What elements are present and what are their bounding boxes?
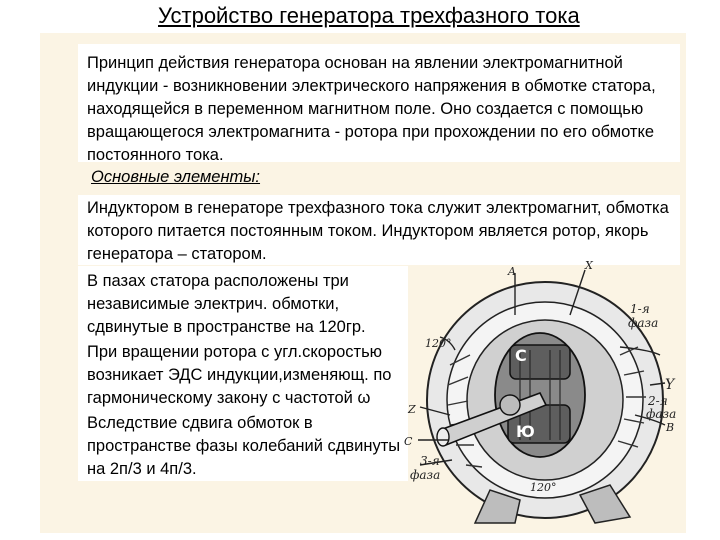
label-phase3-word: фаза [410,468,441,482]
label-b: В [666,421,675,434]
label-phase1-word: фаза [628,316,659,330]
label-angle-top: 120° [425,337,452,350]
label-a: A [508,265,516,278]
label-phase2-num: 2-я [648,394,668,408]
label-c: С [404,435,413,448]
principle-paragraph: Принцип действия генератора основан на явлении электромагнитной индукции - возникновении электрического напряжения в обмотке статора, находящейся в переменном магнитном поле. Оно создается с помощью вращающегося электромагнита - ротора при прохождении по его обмотке постоянного тока. [87,54,656,164]
windings-paragraph: В пазах статора расположены три независимые электрич. обмотки, сдвинутые в пространстве на 120гр. [87,272,366,336]
generator-drawing [380,255,690,535]
inductor-paragraph: Индуктором в генераторе трехфазного тока служит электромагнит, обмотка которого питается постоянным током. Индуктором является ротор, якорь генератора – статором. [87,199,669,263]
label-south-pole: С [515,346,527,365]
page-title: Устройство генератора трехфазного тока [158,3,580,28]
label-x: X [585,259,593,272]
label-north-pole: Ю [516,422,535,441]
phase-shift-paragraph: Вследствие сдвига обмоток в пространстве фазы колебаний сдвинуты на 2п/3 и 4п/3. [87,414,401,478]
label-y: Y [665,377,675,393]
label-phase3-num: 3-я [420,454,440,468]
main-elements-heading: Основные элементы: [91,168,261,186]
label-phase2-word: фаза [646,407,677,421]
label-angle-bottom: 120° [530,481,557,494]
label-z: Z [408,403,416,416]
emf-paragraph: При вращении ротора с угл.скоростью возникает ЭДС индукции,изменяющ. по гармоническому закону с частотой ω [87,343,392,407]
label-phase1-num: 1-я [630,302,650,316]
